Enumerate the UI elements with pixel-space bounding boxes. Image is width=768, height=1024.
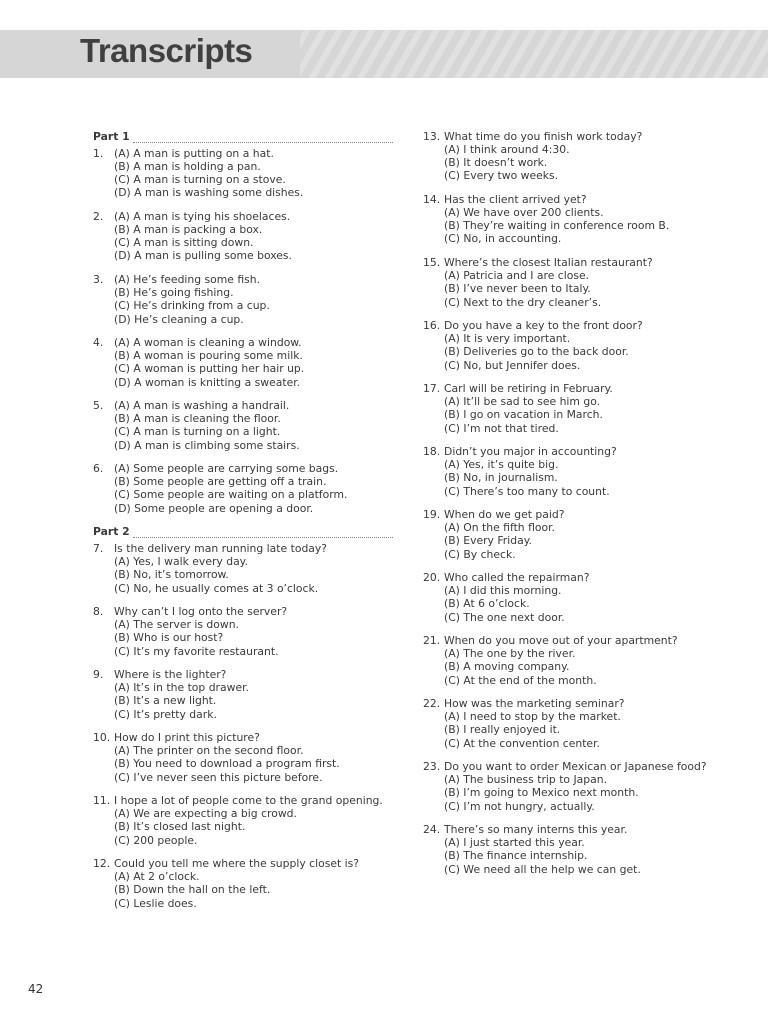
question-line	[423, 634, 723, 647]
answer-option-text: (B) He’s going fishing.	[114, 286, 234, 300]
question-text: Has the client arrived yet?	[444, 193, 587, 207]
question-item	[423, 508, 723, 561]
answer-option: (B) I’m going to Mexico next month.	[444, 786, 639, 800]
question-item	[93, 462, 393, 515]
part2-leader-dots	[133, 527, 393, 538]
answer-option	[93, 439, 393, 452]
question-line	[93, 147, 393, 160]
question-line	[93, 273, 393, 286]
answer-option: (A) I need to stop by the market.	[444, 710, 621, 724]
question-text: Who called the repairman?	[444, 571, 590, 585]
answer-options	[423, 773, 723, 812]
answer-option: (A) It’s in the top drawer.	[114, 681, 249, 695]
answer-option: (C) At the end of the month.	[444, 673, 597, 687]
answer-option-text: (A) A man is putting on a hat.	[114, 147, 274, 160]
answer-option	[93, 376, 393, 389]
answer-options	[423, 395, 723, 434]
answer-option: (C) Every two weeks.	[444, 169, 559, 183]
indent-spacer	[93, 313, 114, 326]
answer-option: (B) Down the hall on the left.	[114, 883, 271, 897]
right-column	[423, 130, 723, 886]
indent-spacer	[93, 223, 114, 236]
banner-stripes	[300, 30, 768, 78]
answer-option: (B) It doesn’t work.	[444, 156, 548, 170]
answer-option-text: (C) A man is turning on a light.	[114, 425, 281, 439]
question-text: Where is the lighter?	[114, 668, 227, 682]
question-text: Where’s the closest Italian restaurant?	[444, 256, 653, 270]
question-item	[423, 760, 723, 813]
question-number: 22.	[423, 697, 441, 711]
question-number: 21.	[423, 634, 441, 648]
answer-option	[93, 186, 393, 199]
answer-option	[93, 349, 393, 362]
answer-option-text: (C) A man is sitting down.	[114, 236, 254, 250]
answer-option: (A) It is very important.	[444, 332, 571, 346]
question-number: 7.	[93, 542, 104, 556]
answer-option-text: (A) A man is washing a handrail.	[114, 399, 290, 413]
question-line	[423, 130, 723, 143]
part1-label: Part 1	[93, 129, 130, 143]
answer-options	[93, 744, 393, 783]
question-number: 3.	[93, 273, 104, 287]
indent-spacer	[93, 412, 114, 425]
answer-option-text: (D) A man is washing some dishes.	[114, 186, 304, 200]
question-number: 12.	[93, 857, 111, 871]
answer-option: (A) I think around 4:30.	[444, 143, 570, 157]
answer-option: (A) Yes, it’s quite big.	[444, 458, 559, 472]
question-text: There’s so many interns this year.	[444, 823, 628, 837]
answer-options	[423, 206, 723, 245]
question-line	[423, 508, 723, 521]
answer-option	[93, 286, 393, 299]
question-text: When do we get paid?	[444, 508, 565, 522]
answer-options	[423, 143, 723, 182]
answer-option: (B) No, in journalism.	[444, 471, 558, 485]
question-line	[423, 445, 723, 458]
answer-option-text: (D) A man is pulling some boxes.	[114, 249, 292, 263]
answer-options	[423, 836, 723, 875]
question-number: 4.	[93, 336, 104, 350]
indent-spacer	[93, 286, 114, 299]
indent-spacer	[93, 439, 114, 452]
answer-options	[423, 710, 723, 749]
answer-option-text: (B) A man is holding a pan.	[114, 160, 261, 174]
answer-option-text: (D) A man is climbing some stairs.	[114, 438, 300, 452]
page-title: Transcripts	[80, 32, 253, 69]
indent-spacer	[93, 425, 114, 438]
answer-option: (A) I did this morning.	[444, 584, 562, 598]
answer-option	[93, 475, 393, 488]
answer-option	[93, 223, 393, 236]
answer-option: (B) I go on vacation in March.	[444, 408, 603, 422]
answer-option: (A) The business trip to Japan.	[444, 773, 608, 787]
answer-option-text: (C) A woman is putting her hair up.	[114, 362, 305, 376]
answer-option	[93, 502, 393, 515]
question-item	[423, 319, 723, 372]
indent-spacer	[93, 488, 114, 501]
question-item	[423, 697, 723, 750]
question-item	[93, 668, 393, 721]
answer-option: (B) You need to download a program first.	[114, 757, 340, 771]
question-number: 16.	[423, 319, 441, 333]
answer-option-text: (C) Some people are waiting on a platform.	[114, 488, 348, 502]
question-item	[423, 634, 723, 687]
indent-spacer	[93, 475, 114, 488]
answer-option: (C) It’s pretty dark.	[114, 707, 217, 721]
answer-option: (B) No, it’s tomorrow.	[114, 568, 229, 582]
answer-option: (C) No, in accounting.	[444, 232, 562, 246]
answer-option-text: (D) A woman is knitting a sweater.	[114, 375, 301, 389]
question-line	[93, 857, 393, 870]
indent-spacer	[93, 299, 114, 312]
question-item	[93, 210, 393, 263]
answer-option: (C) No, he usually comes at 3 o’clock.	[114, 581, 319, 595]
question-number: 17.	[423, 382, 441, 396]
question-line	[423, 382, 723, 395]
answer-option: (A) At 2 o’clock.	[114, 870, 200, 884]
question-number: 18.	[423, 445, 441, 459]
answer-option-text: (B) A man is packing a box.	[114, 223, 263, 237]
question-number: 5.	[93, 399, 104, 413]
indent-spacer	[93, 249, 114, 262]
answer-option-text: (B) Some people are getting off a train.	[114, 475, 327, 489]
answer-option: (B) A moving company.	[444, 660, 570, 674]
part2-list-left	[93, 542, 393, 910]
answer-option: (A) The printer on the second floor.	[114, 744, 304, 758]
indent-spacer	[93, 349, 114, 362]
answer-options	[423, 647, 723, 686]
answer-option: (C) The one next door.	[444, 610, 565, 624]
question-line	[93, 210, 393, 223]
answer-options	[423, 458, 723, 497]
answer-option: (B) The finance internship.	[444, 849, 588, 863]
question-line	[423, 823, 723, 836]
question-number: 15.	[423, 256, 441, 270]
question-line	[423, 697, 723, 710]
answer-option: (A) I just started this year.	[444, 836, 585, 850]
answer-option-text: (A) He’s feeding some fish.	[114, 273, 261, 287]
answer-option: (B) At 6 o’clock.	[444, 597, 530, 611]
part2-heading	[93, 525, 393, 538]
question-line	[423, 193, 723, 206]
question-text: Could you tell me where the supply closet is?	[114, 857, 360, 871]
answer-option-text: (A) Some people are carrying some bags.	[114, 462, 339, 476]
indent-spacer	[93, 362, 114, 375]
answer-option: (A) We have over 200 clients.	[444, 206, 604, 220]
question-number: 10.	[93, 731, 111, 745]
question-item	[93, 731, 393, 784]
indent-spacer	[93, 160, 114, 173]
answer-option	[93, 488, 393, 501]
answer-option-text: (A) A man is tying his shoelaces.	[114, 210, 291, 224]
question-line	[93, 668, 393, 681]
answer-option: (B) Every Friday.	[444, 534, 532, 548]
answer-option: (C) We need all the help we can get.	[444, 862, 641, 876]
question-number: 19.	[423, 508, 441, 522]
page-number: 42	[28, 982, 44, 996]
question-item	[423, 256, 723, 309]
part1-heading	[93, 130, 393, 143]
part2-label: Part 2	[93, 524, 130, 538]
question-item	[93, 794, 393, 847]
answer-option: (C) I’m not hungry, actually.	[444, 799, 595, 813]
answer-option: (A) Yes, I walk every day.	[114, 555, 248, 569]
answer-option: (C) Leslie does.	[114, 896, 197, 910]
answer-option: (C) Next to the dry cleaner’s.	[444, 295, 602, 309]
question-item	[93, 542, 393, 595]
question-item	[93, 399, 393, 452]
question-number: 20.	[423, 571, 441, 585]
question-item	[93, 605, 393, 658]
answer-option: (A) It’ll be sad to see him go.	[444, 395, 601, 409]
indent-spacer	[93, 502, 114, 515]
answer-options	[93, 555, 393, 594]
answer-option: (C) At the convention center.	[444, 736, 600, 750]
answer-option: (C) 200 people.	[114, 833, 198, 847]
answer-option: (A) We are expecting a big crowd.	[114, 807, 297, 821]
answer-options	[423, 332, 723, 371]
answer-option-text: (A) A woman is cleaning a window.	[114, 336, 302, 350]
question-number: 13.	[423, 130, 441, 143]
question-line	[423, 571, 723, 584]
question-line	[93, 336, 393, 349]
answer-option	[93, 249, 393, 262]
question-number: 23.	[423, 760, 441, 774]
answer-option-text: (B) A man is cleaning the floor.	[114, 412, 281, 426]
question-text: I hope a lot of people come to the grand opening.	[114, 794, 383, 808]
question-item	[423, 193, 723, 246]
answer-option: (B) I’ve never been to Italy.	[444, 282, 591, 296]
answer-option: (C) I’ve never seen this picture before.	[114, 770, 323, 784]
indent-spacer	[93, 236, 114, 249]
question-text: Carl will be retiring in February.	[444, 382, 613, 396]
answer-option	[93, 362, 393, 375]
answer-option	[93, 425, 393, 438]
answer-options	[423, 269, 723, 308]
question-item	[423, 130, 723, 183]
question-number: 1.	[93, 147, 104, 160]
question-number: 11.	[93, 794, 111, 808]
answer-option: (B) They’re waiting in conference room B.	[444, 219, 670, 233]
answer-option	[93, 236, 393, 249]
question-item	[423, 382, 723, 435]
answer-options	[93, 618, 393, 657]
question-number: 8.	[93, 605, 104, 619]
question-line	[93, 731, 393, 744]
question-item	[93, 273, 393, 326]
answer-option	[93, 173, 393, 186]
answer-options	[93, 870, 393, 909]
answer-option: (C) It’s my favorite restaurant.	[114, 644, 279, 658]
question-text: Why can’t I log onto the server?	[114, 605, 288, 619]
answer-option: (C) No, but Jennifer does.	[444, 358, 581, 372]
question-text: Didn’t you major in accounting?	[444, 445, 617, 459]
question-text: What time do you finish work today?	[444, 130, 643, 143]
question-item	[93, 147, 393, 200]
header-banner	[0, 30, 768, 78]
part1-leader-dots	[133, 132, 393, 143]
question-item	[93, 857, 393, 910]
question-line	[423, 760, 723, 773]
part2-list-right	[423, 130, 723, 876]
question-number: 24.	[423, 823, 441, 837]
question-number: 9.	[93, 668, 104, 682]
question-text: Do you have a key to the front door?	[444, 319, 643, 333]
answer-option: (C) I’m not that tired.	[444, 421, 559, 435]
answer-options	[423, 521, 723, 560]
question-line	[93, 462, 393, 475]
question-text: How do I print this picture?	[114, 731, 260, 745]
question-line	[93, 399, 393, 412]
question-number: 6.	[93, 462, 104, 476]
answer-option: (A) The one by the river.	[444, 647, 576, 661]
answer-option: (B) Who is our host?	[114, 631, 224, 645]
answer-option-text: (D) He’s cleaning a cup.	[114, 312, 244, 326]
question-text: When do you move out of your apartment?	[444, 634, 678, 648]
indent-spacer	[93, 173, 114, 186]
question-item	[423, 823, 723, 876]
answer-option: (B) Deliveries go to the back door.	[444, 345, 629, 359]
question-line	[93, 605, 393, 618]
question-number: 2.	[93, 210, 104, 224]
answer-option: (B) It’s closed last night.	[114, 820, 246, 834]
answer-option-text: (D) Some people are opening a door.	[114, 501, 314, 515]
answer-option: (A) On the fifth floor.	[444, 521, 555, 535]
answer-option	[93, 160, 393, 173]
answer-option	[93, 299, 393, 312]
question-item	[423, 445, 723, 498]
question-item	[93, 336, 393, 389]
question-text: How was the marketing seminar?	[444, 697, 625, 711]
answer-option: (B) I really enjoyed it.	[444, 723, 561, 737]
question-line	[423, 256, 723, 269]
question-item	[423, 571, 723, 624]
answer-option	[93, 313, 393, 326]
question-text: Do you want to order Mexican or Japanese food?	[444, 760, 707, 774]
indent-spacer	[93, 186, 114, 199]
question-text: Is the delivery man running late today?	[114, 542, 328, 556]
indent-spacer	[93, 376, 114, 389]
question-line	[423, 319, 723, 332]
answer-option: (B) It’s a new light.	[114, 694, 217, 708]
answer-option-text: (C) A man is turning on a stove.	[114, 173, 286, 187]
question-line	[93, 794, 393, 807]
answer-options	[93, 807, 393, 846]
answer-options	[93, 681, 393, 720]
part1-list	[93, 147, 393, 515]
answer-option: (C) There’s too many to count.	[444, 484, 610, 498]
answer-options	[423, 584, 723, 623]
answer-option: (C) By check.	[444, 547, 516, 561]
answer-option: (A) The server is down.	[114, 618, 239, 632]
answer-option-text: (C) He’s drinking from a cup.	[114, 299, 270, 313]
question-number: 14.	[423, 193, 441, 207]
answer-option: (A) Patricia and I are close.	[444, 269, 590, 283]
answer-option	[93, 412, 393, 425]
question-line	[93, 542, 393, 555]
answer-option-text: (B) A woman is pouring some milk.	[114, 349, 303, 363]
left-column	[93, 130, 393, 920]
